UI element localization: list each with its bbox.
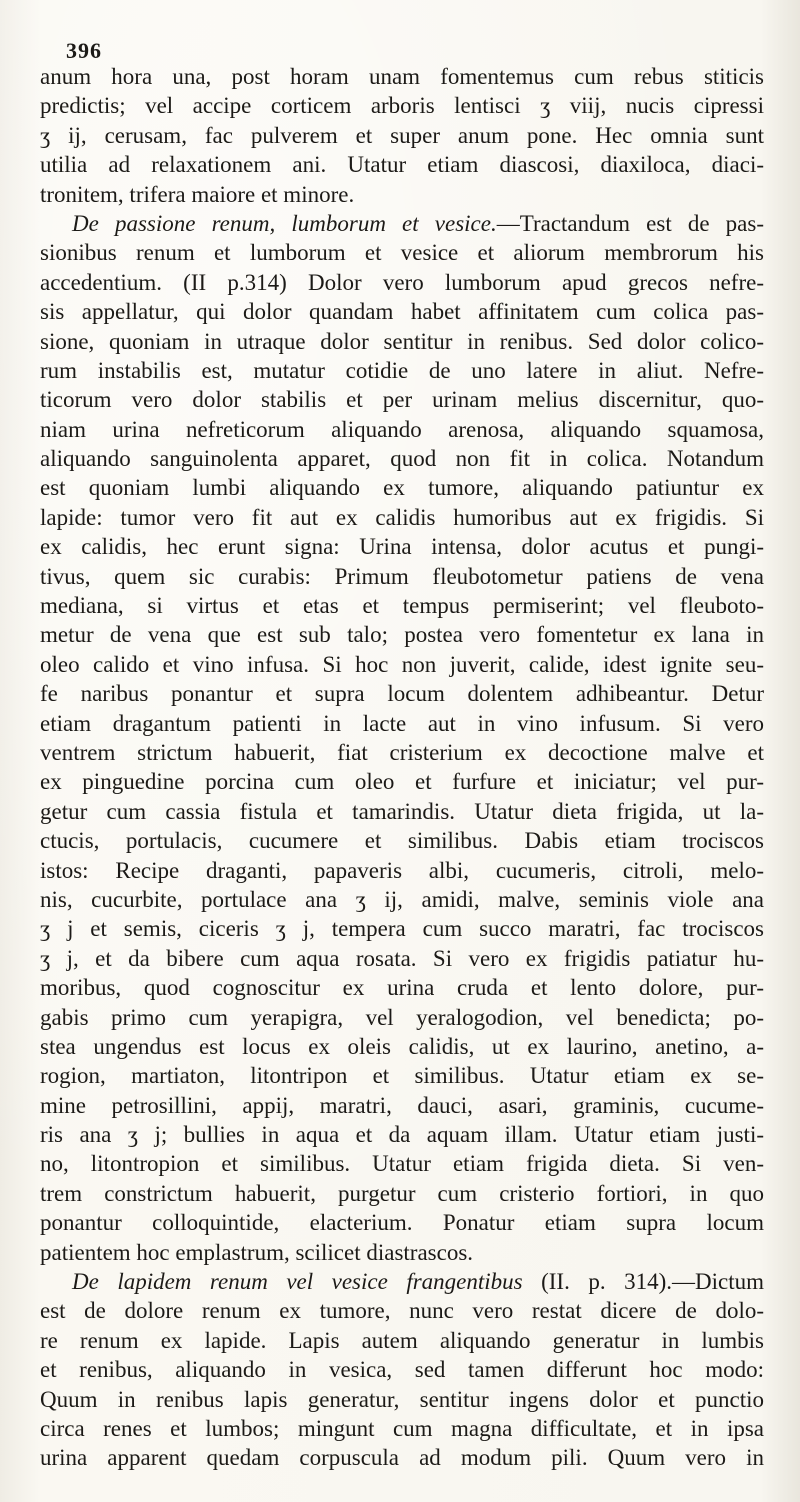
text-line [40,914,764,943]
text-line [40,1003,764,1032]
line-text: re renum ex lapide. Lapis autem aliquando generatur in lumbis [40,1327,764,1353]
text-line [40,532,764,561]
text-line [40,679,764,708]
text-line [40,62,764,91]
text-line [40,356,764,385]
text-line [40,620,764,649]
section-heading: De lapidem renum vel vesice frangentibus [72,1269,523,1295]
text-line [40,180,764,209]
line-text: rogion, martiaton, litontripon et similibus. Utatur etiam ex se- [40,1063,764,1089]
text-line [40,91,764,120]
line-text: oleo calido et vino infusa. Si hoc non juverit, calide, idest ignite seu- [40,651,764,677]
text-line [40,650,764,679]
text-line [40,1091,764,1120]
line-text: rum instabilis est, mutatur cotidie de uno latere in aliut. Nefre- [40,357,764,383]
text-line [40,591,764,620]
line-text: et renibus, aliquando in vesica, sed tamen differunt hoc modo: [40,1357,764,1383]
text-line [40,856,764,885]
line-text: ʒ j, et da bibere cum aqua rosata. Si vero ex frigidis patiatur hu- [40,945,764,971]
line-text: predictis; vel accipe corticem arboris lentisci ʒ viij, nucis cipressi [40,93,764,119]
text-line [40,1120,764,1149]
line-text: etiam dragantum patienti in lacte aut in vino infusum. Si vero [40,710,764,736]
line-text: ʒ ij, cerusam, fac pulverem et super anum pone. Hec omnia sunt [40,122,764,148]
line-text: ponantur colloquintide, elacterium. Ponatur etiam supra locum [40,1210,764,1236]
text-line [40,238,764,267]
line-text: patientem hoc emplastrum, scilicet diastrascos. [40,1239,474,1265]
text-line [40,826,764,855]
text-line [40,209,764,238]
line-text: metur de vena que est sub talo; postea vero fomentetur ex lana in [40,622,764,648]
text-line [40,1061,764,1090]
line-text: ex pinguedine porcina cum oleo et furfure et iniciatur; vel pur- [40,769,764,795]
text-line [40,709,764,738]
line-text: ticorum vero dolor stabilis et per urinam melius discernitur, quo- [40,387,764,413]
line-text: ventrem strictum habuerit, fiat cristerium ex decoctione malve et [40,739,764,765]
line-text: sionibus renum et lumborum et vesice et aliorum membrorum his [40,240,764,266]
line-text: tivus, quem sic curabis: Primum fleubotometur patiens de vena [40,563,764,589]
line-text: niam urina nefreticorum aliquando arenosa, aliquando squamosa, [40,416,764,442]
text-line [40,738,764,767]
line-text: ʒ j et semis, ciceris ʒ j, tempera cum succo maratri, fac trociscos [40,916,764,942]
line-text: urina apparent quedam corpuscula ad modum pili. Quum vero in [40,1445,764,1471]
line-text: fe naribus ponantur et supra locum dolentem adhibeantur. Detur [40,681,764,707]
line-text: —Tractandum est de pas- [496,210,764,236]
line-text: utilia ad relaxationem ani. Utatur etiam diascosi, diaxiloca, diaci- [40,152,764,178]
line-text: sione, quoniam in utraque dolor sentitur in renibus. Sed dolor colico- [40,328,764,354]
text-line [40,150,764,179]
text-line [40,885,764,914]
line-text: no, litontropion et similibus. Utatur etiam frigida dieta. Si ven- [40,1151,764,1177]
line-text: anum hora una, post horam unam fomentemus cum rebus stiticis [40,64,764,89]
line-text: lapide: tumor vero fit aut ex calidis humoribus aut ex frigidis. Si [40,504,764,530]
text-line [40,1326,764,1355]
text-line [40,973,764,1002]
text-line [40,385,764,414]
line-text: est de dolore renum ex tumore, nunc vero restat dicere de dolo- [40,1298,764,1324]
text-line [40,444,764,473]
line-text: istos: Recipe draganti, papaveris albi, cucumeris, citroli, melo- [40,857,764,883]
line-text: gabis primo cum yerapigra, vel yeralogodion, vel benedicta; po- [40,1004,764,1030]
line-text: aliquando sanguinolenta apparet, quod non fit in colica. Notandum [40,446,764,472]
line-text: (II. p. 314).—Dictum [522,1269,764,1295]
line-text: est quoniam lumbi aliquando ex tumore, aliquando patiuntur ex [40,475,764,501]
text-line [40,767,764,796]
line-text: mediana, si virtus et etas et tempus permiserint; vel fleuboto- [40,593,764,619]
text-line [40,268,764,297]
line-text: stea ungendus est locus ex oleis calidis, ut ex laurino, anetino, a- [40,1033,764,1059]
line-text: accedentium. (II p.314) Dolor vero lumborum apud grecos nefre- [40,269,764,295]
text-line [40,327,764,356]
text-line [40,562,764,591]
text-line [40,473,764,502]
text-line [40,1267,764,1296]
text-line [40,1385,764,1414]
text-line [40,1208,764,1237]
body-text [40,62,764,1473]
section-heading: De passione renum, lumborum et vesice. [72,210,497,236]
line-text: sis appellatur, qui dolor quandam habet affinitatem cum colica pas- [40,299,764,325]
line-text: tronitem, trifera maiore et minore. [40,181,355,207]
text-line [40,1355,764,1384]
text-line [40,297,764,326]
text-line [40,1296,764,1325]
line-text: circa renes et lumbos; mingunt cum magna difficultate, et in ipsa [40,1415,764,1441]
line-text: nis, cucurbite, portulace ana ʒ ij, amidi, malve, seminis viole ana [40,886,764,912]
text-line [40,1238,764,1267]
text-line [40,121,764,150]
page-number: 396 [66,38,102,63]
line-text: mine petrosillini, appij, maratri, dauci, asari, graminis, cucume- [40,1092,764,1118]
text-line [40,415,764,444]
line-text: ris ana ʒ j; bullies in aqua et da aquam illam. Utatur etiam justi- [40,1122,764,1148]
text-line [40,1032,764,1061]
line-text: Quum in renibus lapis generatur, sentitur ingens dolor et punctio [40,1386,764,1412]
text-line [40,944,764,973]
line-text: getur cum cassia fistula et tamarindis. Utatur dieta frigida, ut la- [40,798,764,824]
line-text: ex calidis, hec erunt signa: Urina intensa, dolor acutus et pungi- [40,534,764,560]
text-line [40,1443,764,1472]
line-text: moribus, quod cognoscitur ex urina cruda et lento dolore, pur- [40,975,764,1001]
line-text: trem constrictum habuerit, purgetur cum cristerio fortiori, in quo [40,1180,764,1206]
text-line [40,797,764,826]
text-line [40,503,764,532]
text-line [40,1414,764,1443]
text-line [40,1149,764,1178]
line-text: ctucis, portulacis, cucumere et similibus. Dabis etiam trociscos [40,828,764,854]
text-line [40,1179,764,1208]
